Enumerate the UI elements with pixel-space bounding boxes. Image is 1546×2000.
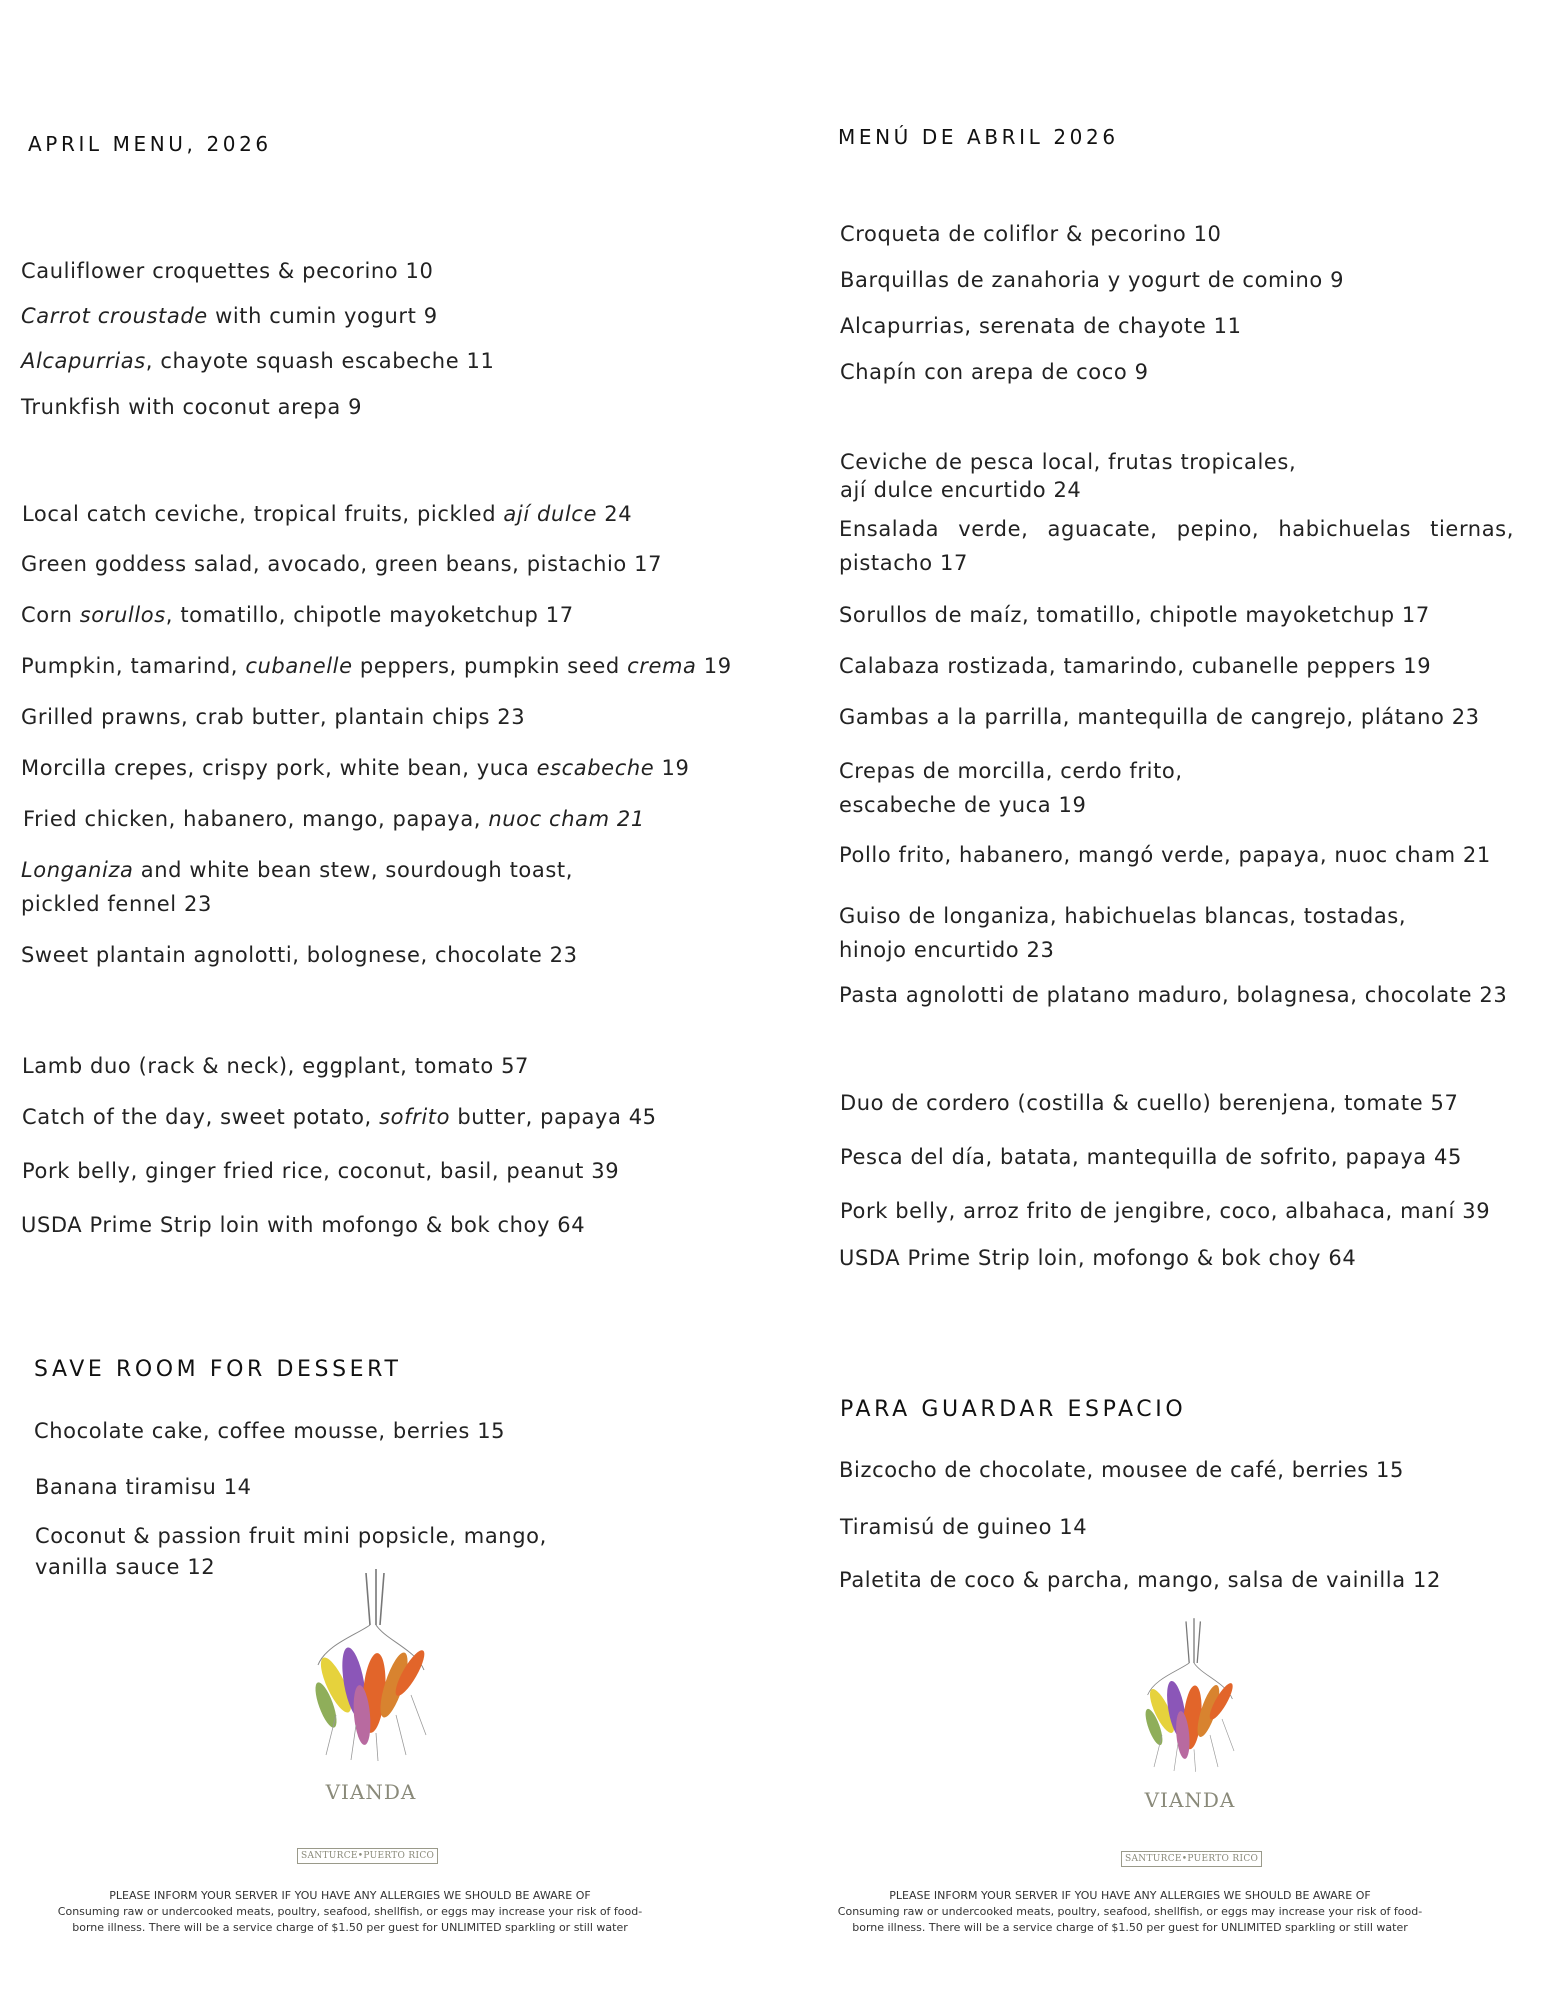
spanish-main-1: Ceviche de pesca local, frutas tropicales, ají dulce encurtido 24: [840, 450, 1297, 502]
spanish-main-4: Calabaza rostizada, tamarindo, cubanelle peppers 19: [839, 654, 1432, 678]
english-starter-3: Alcapurrias, chayote squash escabeche 11: [21, 349, 495, 373]
english-large-3: Pork belly, ginger fried rice, coconut, basil, peanut 39: [22, 1159, 620, 1183]
spanish-brand-name: VIANDA: [1144, 1788, 1236, 1812]
spanish-starter-3: Alcapurrias, serenata de chayote 11: [840, 314, 1242, 338]
english-menu-title: APRIL MENU, 2026: [28, 132, 272, 156]
spanish-dessert-title: PARA GUARDAR ESPACIO: [840, 1397, 1187, 1422]
english-main-1: Local catch ceviche, tropical fruits, pickled ají dulce 24: [22, 502, 633, 526]
english-main-2: Green goddess salad, avocado, green beans, pistachio 17: [21, 552, 663, 576]
english-starter-4: Trunkfish with coconut arepa 9: [21, 395, 363, 419]
english-dessert-2: Banana tiramisu 14: [35, 1475, 252, 1499]
spanish-large-3: Pork belly, arroz frito de jengibre, coco, albahaca, maní 39: [840, 1199, 1491, 1223]
english-main-3: Corn sorullos, tomatillo, chipotle mayoketchup 17: [21, 603, 574, 627]
spanish-main-6: Crepas de morcilla, cerdo frito, escabeche de yuca 19: [839, 759, 1183, 817]
spanish-starter-4: Chapín con arepa de coco 9: [840, 360, 1149, 384]
english-main-5: Grilled prawns, crab butter, plantain chips 23: [21, 705, 526, 729]
spanish-brand-place: SANTURCE•PUERTO RICO: [1121, 1851, 1262, 1867]
english-dessert-1: Chocolate cake, coffee mousse, berries 15: [34, 1419, 506, 1443]
english-large-4: USDA Prime Strip loin with mofongo & bok choy 64: [21, 1213, 586, 1237]
english-starter-2: Carrot croustade with cumin yogurt 9: [21, 304, 438, 328]
english-large-2: Catch of the day, sweet potato, sofrito butter, papaya 45: [22, 1105, 657, 1129]
english-main-8: Longaniza and white bean stew, sourdough toast, pickled fennel 23: [21, 858, 573, 916]
spanish-starter-1: Croqueta de coliflor & pecorino 10: [840, 222, 1222, 246]
spanish-main-9: Pasta agnolotti de platano maduro, bolagnesa, chocolate 23: [839, 983, 1508, 1007]
english-main-4: Pumpkin, tamarind, cubanelle peppers, pumpkin seed crema 19: [21, 654, 732, 678]
english-dessert-title: SAVE ROOM FOR DESSERT: [34, 1357, 402, 1382]
english-dessert-3: Coconut & passion fruit mini popsicle, mango, vanilla sauce 12: [35, 1524, 547, 1579]
english-allergy-notice: PLEASE INFORM YOUR SERVER IF YOU HAVE ANY ALLERGIES WE SHOULD BE AWARE OF Consuming raw or undercooked meats, poultry, seafood, shellfish, or eggs may increase your risk of food- borne illness. There will be a service charge of $1.50 per guest for UNLIMITED sparkling or still water: [57, 1889, 643, 1934]
spanish-main-8: Guiso de longaniza, habichuelas blancas, tostadas, hinojo encurtido 23: [839, 904, 1407, 962]
spanish-large-1: Duo de cordero (costilla & cuello) berenjena, tomate 57: [840, 1091, 1459, 1115]
spanish-starter-2: Barquillas de zanahoria y yogurt de comino 9: [840, 268, 1345, 292]
spanish-allergy-notice: PLEASE INFORM YOUR SERVER IF YOU HAVE ANY ALLERGIES WE SHOULD BE AWARE OF Consuming raw or undercooked meats, poultry, seafood, shellfish, or eggs may increase your risk of food- borne illness. There will be a service charge of $1.50 per guest for UNLIMITED sparkling or still water: [837, 1889, 1423, 1934]
spanish-dessert-2: Tiramisú de guineo 14: [840, 1515, 1088, 1539]
spanish-dessert-1: Bizcocho de chocolate, mousee de café, berries 15: [839, 1458, 1404, 1482]
spanish-large-4: USDA Prime Strip loin, mofongo & bok choy 64: [839, 1246, 1357, 1270]
vianda-root-bundle-logo-icon: [296, 1565, 446, 1765]
spanish-main-5: Gambas a la parrilla, mantequilla de cangrejo, plátano 23: [839, 705, 1480, 729]
english-starter-1: Cauliflower croquettes & pecorino 10: [21, 259, 434, 283]
english-main-7: Fried chicken, habanero, mango, papaya, nuoc cham 21: [23, 807, 645, 831]
english-main-6: Morcilla crepes, crispy pork, white bean, yuca escabeche 19: [21, 756, 690, 780]
english-large-1: Lamb duo (rack & neck), eggplant, tomato 57: [22, 1054, 529, 1078]
spanish-main-7: Pollo frito, habanero, mangó verde, papaya, nuoc cham 21: [839, 843, 1491, 867]
english-brand-place: SANTURCE•PUERTO RICO: [297, 1848, 438, 1864]
spanish-dessert-3: Paletita de coco & parcha, mango, salsa de vainilla 12: [839, 1568, 1441, 1592]
english-brand-name: VIANDA: [325, 1780, 417, 1804]
english-main-9: Sweet plantain agnolotti, bolognese, chocolate 23: [21, 943, 578, 967]
spanish-main-2: Ensalada verde, aguacate, pepino, habichuelas tiernas, pistacho 17: [839, 517, 1514, 575]
spanish-main-3: Sorullos de maíz, tomatillo, chipotle mayoketchup 17: [839, 603, 1430, 627]
spanish-large-2: Pesca del día, batata, mantequilla de sofrito, papaya 45: [840, 1145, 1462, 1169]
spanish-menu-title: MENÚ DE ABRIL 2026: [838, 125, 1119, 149]
vianda-root-bundle-logo-icon-spanish: [1130, 1600, 1250, 1790]
